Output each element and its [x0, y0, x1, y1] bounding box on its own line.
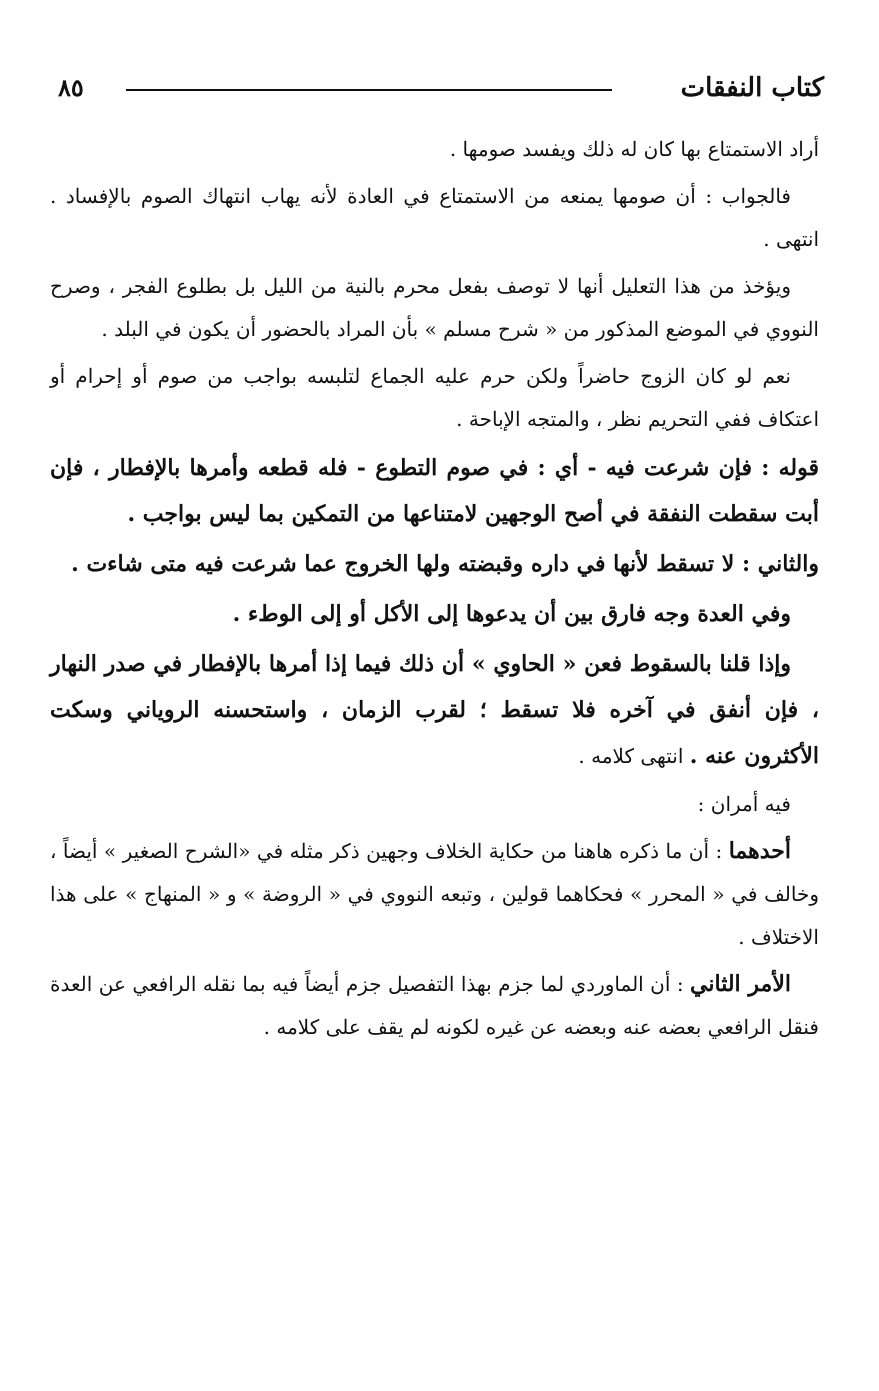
page-number: ٨٥: [58, 73, 84, 102]
page-header: [58, 68, 824, 108]
body-text: [50, 128, 819, 1053]
paragraph-11-text: : أن الماوردي لما جزم بهذا التفصيل جزم أيضاً فيه بما نقله الرافعي عن العدة فنقل الرافعي بعضه عنه وبعضه عن غيره لكونه لم يقف على كلامه .: [50, 972, 819, 1039]
paragraph-9: فيه أمران :: [697, 792, 791, 816]
running-title: كتاب النفقات: [680, 73, 824, 103]
paragraph-10-lead: أحدهما: [728, 838, 791, 864]
paragraph-3: ويؤخذ من هذا التعليل أنها لا توصف بفعل محرم بالنية من الليل بل بطلوع الفجر ، وصرح النووي في الموضع المذكور من « شرح مسلم » بأن المراد بالحضور أن يكون في البلد .: [50, 274, 819, 341]
paragraph-8-quote: [50, 641, 819, 779]
paragraph-5-quote: قوله : فإن شرعت فيه - أي : في صوم التطوع - فله قطعه وأمرها بالإفطار ، فإن أبت سقطت النفقة في أصح الوجهين لامتناعها من التمكين بما ليس بواجب .: [50, 455, 819, 527]
paragraph-6-quote: والثاني : لا تسقط لأنها في داره وقبضته ولها الخروج عما شرعت فيه متى شاءت .: [71, 551, 819, 577]
paragraph-2: فالجواب : أن صومها يمنعه من الاستمتاع في العادة لأنه يهاب انتهاك الصوم بالإفساد . انتهى .: [50, 184, 819, 251]
paragraph-7-quote: وفي العدة وجه فارق بين أن يدعوها إلى الأكل أو إلى الوطء .: [232, 601, 791, 627]
quote-end-note: انتهى كلامه .: [578, 744, 684, 768]
paragraph-10: [50, 830, 819, 959]
paragraph-4: نعم لو كان الزوج حاضراً ولكن حرم عليه الجماع لتلبسه بواجب من صوم أو إحرام أو اعتكاف ففي التحريم نظر ، والمتجه الإباحة .: [50, 364, 819, 431]
paragraph-11-lead: الأمر الثاني: [690, 971, 791, 997]
quoted-text: وإذا قلنا بالسقوط فعن « الحاوي » أن ذلك فيما إذا أمرها بالإفطار في صدر النهار ، فإن أنفق في آخره فلا تسقط ؛ لقرب الزمان ، واستحسنه الروياني وسكت الأكثرون عنه .: [50, 651, 819, 769]
paragraph-1: أراد الاستمتاع بها كان له ذلك ويفسد صومها .: [449, 137, 819, 161]
paragraph-11: [50, 963, 819, 1049]
header-rule: [126, 89, 612, 91]
paragraph-10-text: : أن ما ذكره هاهنا من حكاية الخلاف وجهين ذكر مثله في «الشرح الصغير » أيضاً ، وخالف في « المحرر » فحكاهما قولين ، وتبعه النووي في « الروضة » و « المنهاج » على هذا الاختلاف .: [50, 839, 819, 949]
